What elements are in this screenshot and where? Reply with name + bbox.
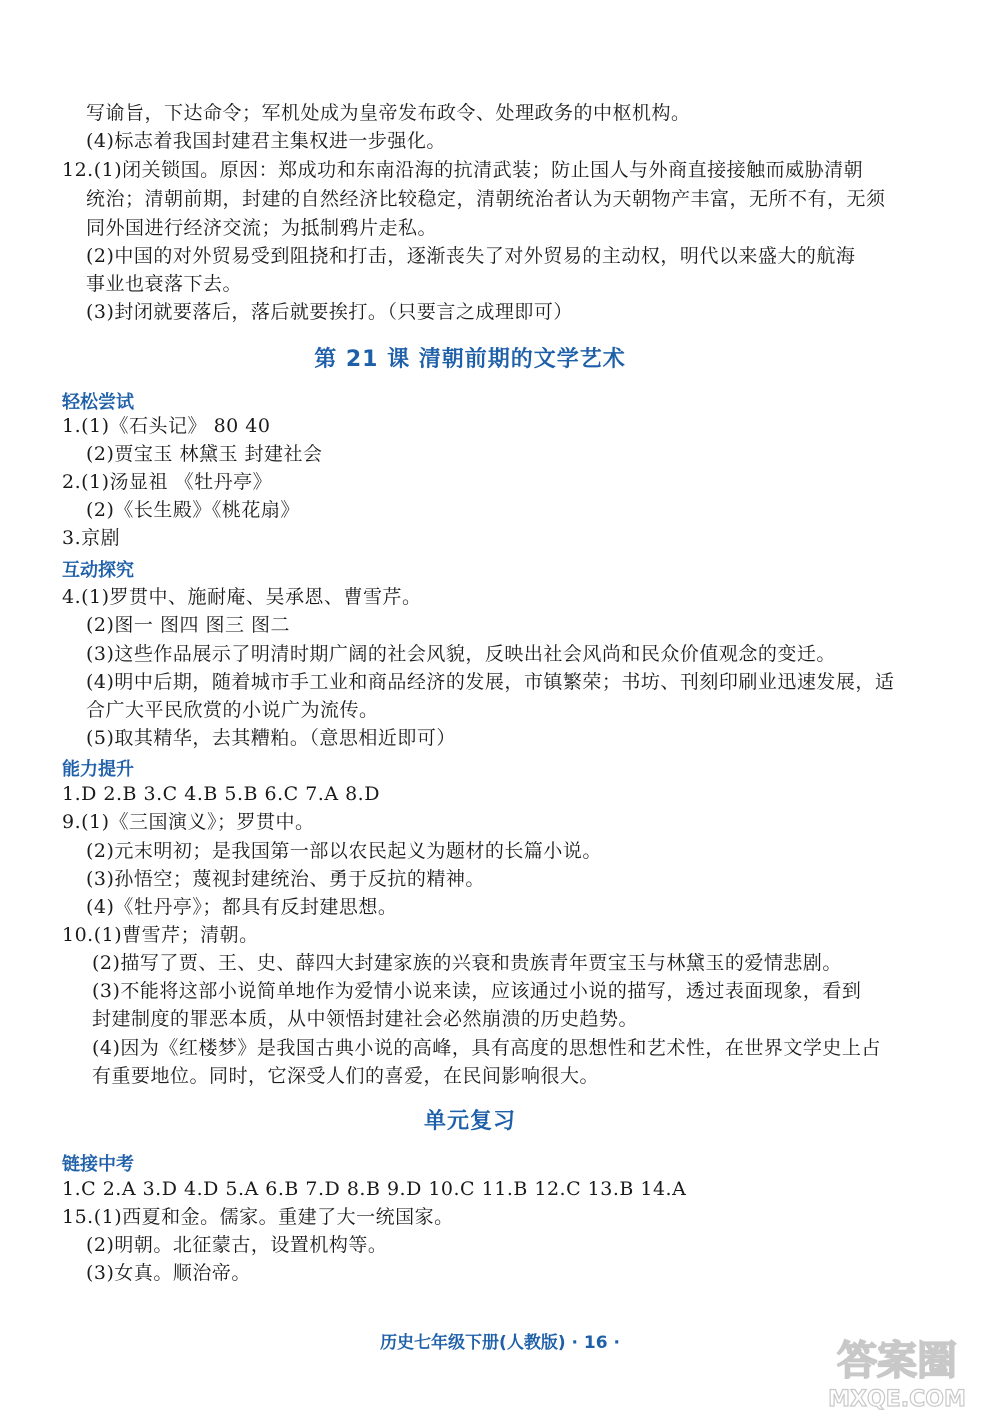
text-line: (4)标志着我国封建君主集权进一步强化。 [86, 130, 446, 152]
text-line: (2)图一 图四 图三 图二 [86, 614, 291, 636]
text-line: (3)不能将这部小说简单地作为爱情小说来读，应该通过小说的描写，透过表面现象，看到 [92, 980, 862, 1002]
svg-text:答案圈: 答案圈 [837, 1338, 957, 1384]
text-line: 9.(1)《三国演义》；罗贯中。 [62, 811, 315, 833]
text-line: 1.(1)《石头记》 80 40 [62, 415, 271, 437]
text-line: 统治；清朝前期，封建的自然经济比较稳定，清朝统治者认为天朝物产丰富，无所不有，无须 [86, 188, 886, 210]
text-line: 12.(1)闭关锁国。原因：郑成功和东南沿海的抗清武装；防止国人与外商直接接触而威胁清朝 [62, 159, 864, 181]
text-line: 事业也衰落下去。 [86, 273, 243, 295]
text-line: 封建制度的罪恶本质，从中领悟封建社会必然崩溃的历史趋势。 [92, 1008, 639, 1030]
text-line: 4.(1)罗贯中、施耐庵、吴承恩、曹雪芹。 [62, 586, 422, 608]
text-line: 3.京剧 [62, 527, 121, 549]
text-line: (2)明朝。北征蒙古，设置机构等。 [86, 1234, 388, 1256]
text-line: 15.(1)西夏和金。儒家。重建了大一统国家。 [62, 1206, 454, 1228]
text-line: (4)因为《红楼梦》是我国古典小说的高峰，具有高度的思想性和艺术性，在世界文学史上占 [92, 1037, 881, 1059]
text-line: 1.C 2.A 3.D 4.D 5.A 6.B 7.D 8.B 9.D 10.C 11.B 12.C 13.B 14.A [62, 1178, 687, 1200]
text-line: (2)中国的对外贸易受到阻挠和打击，逐渐丧失了对外贸易的主动权，明代以来盛大的航海 [86, 245, 856, 267]
watermark-logo [808, 1332, 986, 1412]
text-line: (3)封闭就要落后，落后就要挨打。（只要言之成理即可） [86, 301, 573, 323]
text-line: 10.(1)曹雪芹；清朝。 [62, 924, 259, 946]
text-line: 有重要地位。同时，它深受人们的喜爱，在民间影响很大。 [92, 1065, 600, 1087]
text-line: (2)描写了贾、王、史、薛四大封建家族的兴衰和贵族青年贾宝玉与林黛玉的爱情悲剧。 [92, 952, 842, 974]
text-line: (2)《长生殿》《桃花扇》 [86, 499, 300, 521]
text-line: 2.(1)汤显祖 《牡丹亭》 [62, 471, 273, 493]
svg-text:MXQE.COM: MXQE.COM [828, 1387, 966, 1412]
text-line: (5)取其精华，去其糟粕。（意思相近即可） [86, 727, 456, 749]
text-line: (4)《牡丹亭》；都具有反封建思想。 [86, 896, 398, 918]
text-line: 合广大平民欣赏的小说广为流传。 [86, 699, 379, 721]
text-line: (4)明中后期，随着城市手工业和商品经济的发展，市镇繁荣；书坊、刊刻印刷业迅速发展，适 [86, 671, 895, 693]
text-line: (3)这些作品展示了明清时期广阔的社会风貌，反映出社会风尚和民众价值观念的变迁。 [86, 643, 836, 665]
text-line: 同外国进行经济交流；为抵制鸦片走私。 [86, 217, 438, 239]
text-line: (2)贾宝玉 林黛玉 封建社会 [86, 443, 323, 465]
text-line: 1.D 2.B 3.C 4.B 5.B 6.C 7.A 8.D [62, 783, 380, 805]
section-label: 能力提升 [62, 759, 134, 780]
page-footer: 历史七年级下册(人教版) · 16 · [380, 1333, 620, 1353]
unit-review-title: 单元复习 [423, 1109, 516, 1134]
section-label: 互动探究 [62, 560, 134, 581]
text-line: (3)孙悟空；蔑视封建统治、勇于反抗的精神。 [86, 868, 485, 890]
text-line: 写谕旨，下达命令；军机处成为皇帝发布政令、处理政务的中枢机构。 [86, 102, 691, 124]
lesson-title: 第 21 课 清朝前期的文学艺术 [314, 347, 626, 372]
section-label: 轻松尝试 [62, 392, 134, 413]
text-line: (2)元末明初；是我国第一部以农民起义为题材的长篇小说。 [86, 840, 602, 862]
section-label: 链接中考 [62, 1154, 134, 1175]
text-line: (3)女真。顺治帝。 [86, 1262, 251, 1284]
